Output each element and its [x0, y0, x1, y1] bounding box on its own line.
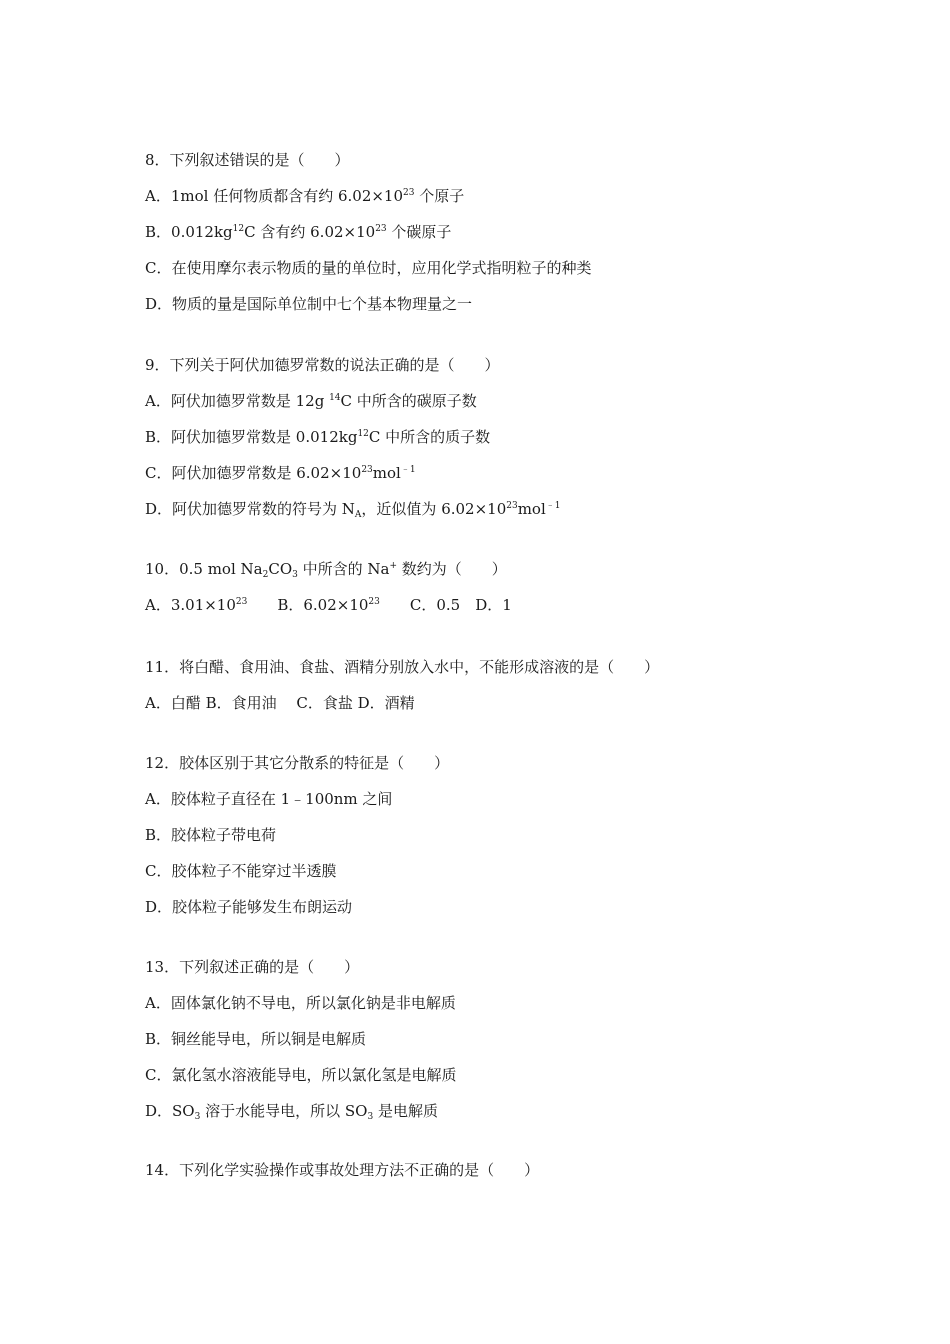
superscript: ﹣1 — [400, 465, 416, 475]
text-run: 中所含的 Na — [297, 560, 390, 578]
text-run: ，近似值为 6.02×10 — [361, 500, 507, 518]
answer-option — [145, 499, 561, 519]
text-run: A．1mol 任何物质都含有约 6.02×10 — [145, 187, 404, 205]
text-run: D．SO — [145, 1102, 195, 1120]
text-run: C．阿伏加德罗常数是 6.02×10 — [145, 464, 362, 482]
answer-option — [145, 897, 352, 917]
answer-option — [145, 222, 451, 242]
question-stem — [145, 753, 449, 773]
text-run: 溶于水能导电，所以 SO — [200, 1102, 368, 1120]
question-stem — [145, 355, 500, 375]
answer-option — [145, 595, 512, 615]
text-run: 是电解质 — [373, 1102, 438, 1120]
subscript: 3 — [292, 570, 298, 580]
text-run: 14．下列化学实验操作或事故处理方法不正确的是（ ） — [145, 1161, 540, 1179]
superscript: 23 — [403, 188, 415, 198]
text-run: C．氯化氢水溶液能导电，所以氯化氢是电解质 — [145, 1066, 457, 1084]
text-run: 11．将白醋、食用油、食盐、酒精分别放入水中，不能形成溶液的是（ ） — [145, 658, 660, 676]
text-run: B．0.012kg — [145, 223, 233, 241]
question-stem — [145, 957, 359, 977]
answer-option — [145, 463, 416, 483]
text-run: A．白醋 B．食用油 C．食盐 D．酒精 — [145, 694, 415, 712]
superscript: ﹣1 — [545, 501, 561, 511]
superscript: 23 — [375, 224, 387, 234]
text-run: mol — [372, 464, 401, 482]
subscript: 3 — [194, 1112, 201, 1122]
text-run: 个碳原子 — [386, 223, 452, 241]
question-stem — [145, 1160, 539, 1180]
answer-option — [145, 693, 415, 713]
superscript: 23 — [235, 597, 248, 607]
answer-option — [145, 186, 464, 206]
text-run: 个原子 — [414, 187, 465, 205]
subscript: 2 — [262, 570, 269, 580]
text-run: A．阿伏加德罗常数是 12g — [145, 392, 330, 410]
answer-option — [145, 1065, 456, 1085]
text-run: A．固体氯化钠不导电，所以氯化钠是非电解质 — [145, 994, 456, 1012]
superscript: 12 — [357, 429, 369, 439]
text-run: mol — [517, 500, 546, 518]
answer-option — [145, 789, 392, 809]
text-run: C 中所含的质子数 — [368, 428, 491, 446]
answer-option — [145, 294, 472, 314]
superscript: 23 — [361, 465, 373, 475]
text-run: D．物质的量是国际单位制中七个基本物理量之一 — [145, 295, 473, 313]
text-run: B．铜丝能导电，所以铜是电解质 — [145, 1030, 367, 1048]
text-run: 数约为（ ） — [397, 560, 507, 578]
answer-option — [145, 993, 456, 1013]
text-run: D．胶体粒子能够发生布朗运动 — [145, 898, 353, 916]
answer-option — [145, 1029, 366, 1049]
superscript: + — [389, 561, 398, 571]
text-run: A．胶体粒子直径在 1﹣100nm 之间 — [145, 790, 393, 808]
superscript: 23 — [368, 597, 380, 607]
text-run: B．6.02×10 — [247, 596, 369, 614]
text-run: C 中所含的碳原子数 — [340, 392, 477, 410]
subscript: 3 — [367, 1112, 374, 1122]
text-run: C．0.5 D．1 — [379, 596, 512, 614]
text-run: CO — [268, 560, 293, 578]
answer-option — [145, 825, 276, 845]
text-run: 9．下列关于阿伏加德罗常数的说法正确的是（ ） — [145, 356, 500, 374]
answer-option — [145, 391, 477, 411]
superscript: 14 — [329, 393, 341, 403]
text-run: D．阿伏加德罗常数的符号为 N — [145, 500, 355, 518]
text-run: B．阿伏加德罗常数是 0.012kg — [145, 428, 358, 446]
question-stem — [145, 559, 507, 579]
text-run: C．在使用摩尔表示物质的量的单位时，应用化学式指明粒子的种类 — [145, 259, 592, 277]
subscript: A — [354, 510, 362, 520]
text-run: 12．胶体区别于其它分散系的特征是（ ） — [145, 754, 450, 772]
answer-option — [145, 1101, 438, 1121]
superscript: 23 — [506, 501, 518, 511]
answer-option — [145, 861, 336, 881]
question-stem — [145, 657, 659, 677]
text-run: A．3.01×10 — [145, 596, 236, 614]
text-run: 10．0.5 mol Na — [145, 560, 263, 578]
superscript: 12 — [232, 224, 245, 234]
text-run: B．胶体粒子带电荷 — [145, 826, 277, 844]
text-run: C 含有约 6.02×10 — [244, 223, 376, 241]
answer-option — [145, 258, 591, 278]
answer-option — [145, 427, 490, 447]
question-stem — [145, 150, 350, 170]
text-run: C．胶体粒子不能穿过半透膜 — [145, 862, 337, 880]
text-run: 13．下列叙述正确的是（ ） — [145, 958, 360, 976]
text-run: 8．下列叙述错误的是（ ） — [145, 151, 350, 169]
